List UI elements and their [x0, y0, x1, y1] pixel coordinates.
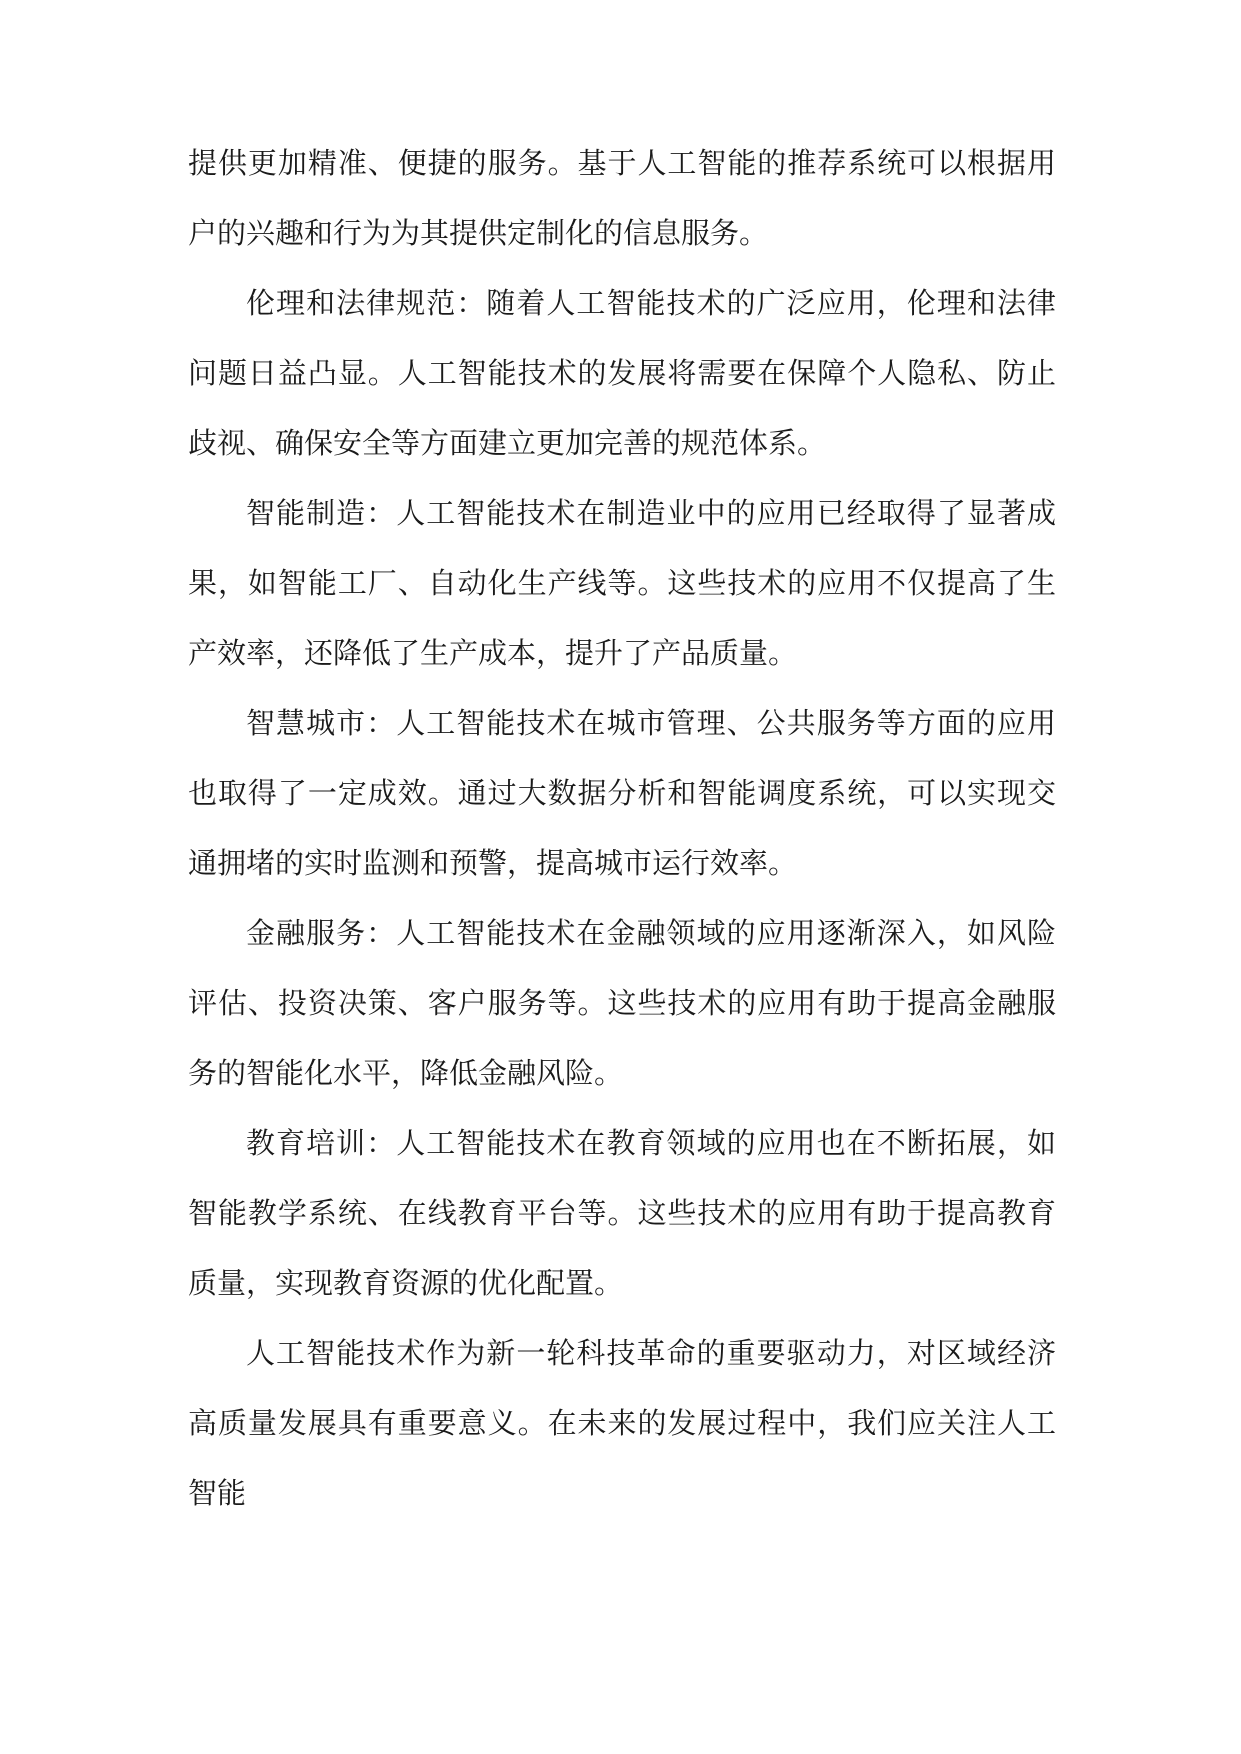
paragraph-continuation: 提供更加精准、便捷的服务。基于人工智能的推荐系统可以根据用户的兴趣和行为为其提供定制化的信息服务。 [188, 146, 1056, 250]
paragraph-conclusion: 人工智能技术作为新一轮科技革命的重要驱动力，对区域经济高质量发展具有重要意义。在未来的发展过程中，我们应关注人工智能 [188, 1336, 1056, 1510]
paragraph-ethics-law: 伦理和法律规范：随着人工智能技术的广泛应用，伦理和法律问题日益凸显。人工智能技术的发展将需要在保障个人隐私、防止歧视、确保安全等方面建立更加完善的规范体系。 [188, 286, 1056, 460]
paragraph-smart-manufacturing: 智能制造：人工智能技术在制造业中的应用已经取得了显著成果，如智能工厂、自动化生产线等。这些技术的应用不仅提高了生产效率，还降低了生产成本，提升了产品质量。 [188, 496, 1056, 670]
body-text [188, 128, 1056, 1528]
paragraph-financial-services: 金融服务：人工智能技术在金融领域的应用逐渐深入，如风险评估、投资决策、客户服务等。这些技术的应用有助于提高金融服务的智能化水平，降低金融风险。 [188, 916, 1056, 1090]
paragraph-education-training: 教育培训：人工智能技术在教育领域的应用也在不断拓展，如智能教学系统、在线教育平台等。这些技术的应用有助于提高教育质量，实现教育资源的优化配置。 [188, 1126, 1056, 1300]
paragraph-smart-city: 智慧城市：人工智能技术在城市管理、公共服务等方面的应用也取得了一定成效。通过大数据分析和智能调度系统，可以实现交通拥堵的实时监测和预警，提高城市运行效率。 [188, 706, 1056, 880]
